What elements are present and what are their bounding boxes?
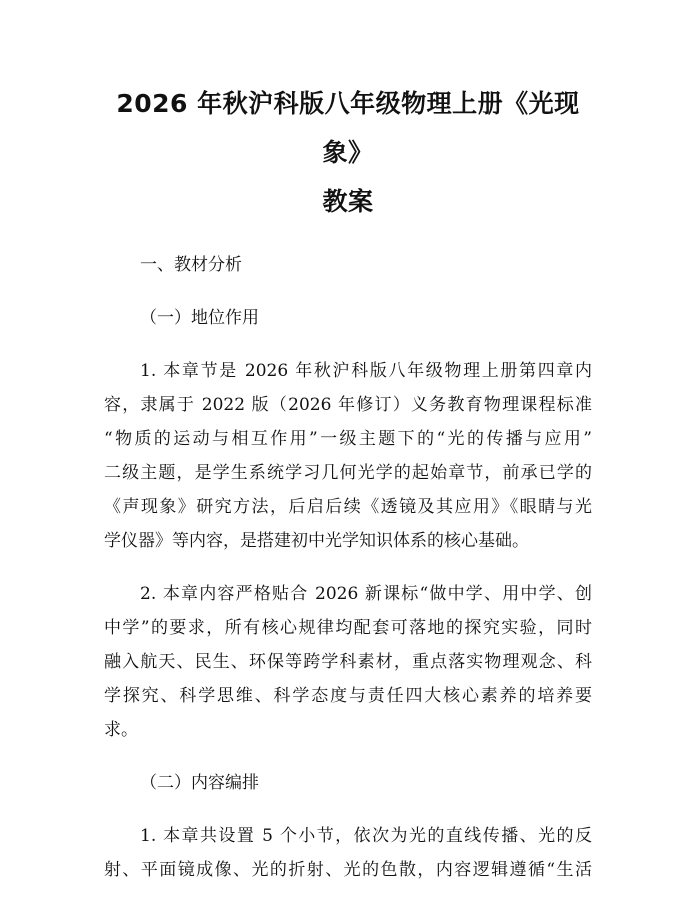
paragraph-line: “物质的运动与相互作用”一级主题下的“光的传播与应用”	[104, 429, 592, 449]
paragraph-line: 二级主题，是学生系统学习几何光学的起始章节，前承已学的	[104, 463, 592, 483]
subsection-heading-content-arrangement: （二）内容编排	[140, 773, 259, 793]
paragraph-line: 1. 本章节是 2026 年秋沪科版八年级物理上册第四章内	[140, 361, 592, 381]
paragraph-curriculum-requirements	[104, 577, 592, 747]
paragraph-section-overview	[104, 819, 592, 887]
paragraph-line: 2. 本章内容严格贴合 2026 新课标“做中学、用中学、创	[140, 584, 592, 604]
paragraph-line: 射、平面镜成像、光的折射、光的色散，内容逻辑遵循“生活	[104, 860, 592, 880]
paragraph-line: 融入航天、民生、环保等跨学科素材，重点落实物理观念、科	[104, 652, 592, 672]
paragraph-line: 1. 本章共设置 5 个小节，依次为光的直线传播、光的反	[140, 826, 592, 846]
paragraph-line: 求。	[104, 720, 138, 740]
paragraph-chapter-position	[104, 354, 592, 558]
paragraph-line: 学探究、科学思维、科学态度与责任四大核心素养的培养要	[104, 686, 592, 706]
document-title-line-2: 教案	[322, 187, 374, 216]
document-title-line-1: 2026 年秋沪科版八年级物理上册《光现象》	[116, 89, 580, 167]
subsection-heading-position-role: （一）地位作用	[140, 308, 259, 328]
paragraph-line: 容，隶属于 2022 版（2026 年修订）义务教育物理课程标准	[104, 395, 592, 415]
paragraph-line: 《声现象》研究方法，后启后续《透镜及其应用》《眼睛与光	[104, 497, 592, 517]
section-heading-textbook-analysis: 一、教材分析	[140, 255, 242, 275]
paragraph-line: 学仪器》等内容，是搭建初中光学知识体系的核心基础。	[104, 531, 529, 551]
paragraph-line: 中学”的要求，所有核心规律均配套可落地的探究实验，同时	[104, 618, 592, 638]
